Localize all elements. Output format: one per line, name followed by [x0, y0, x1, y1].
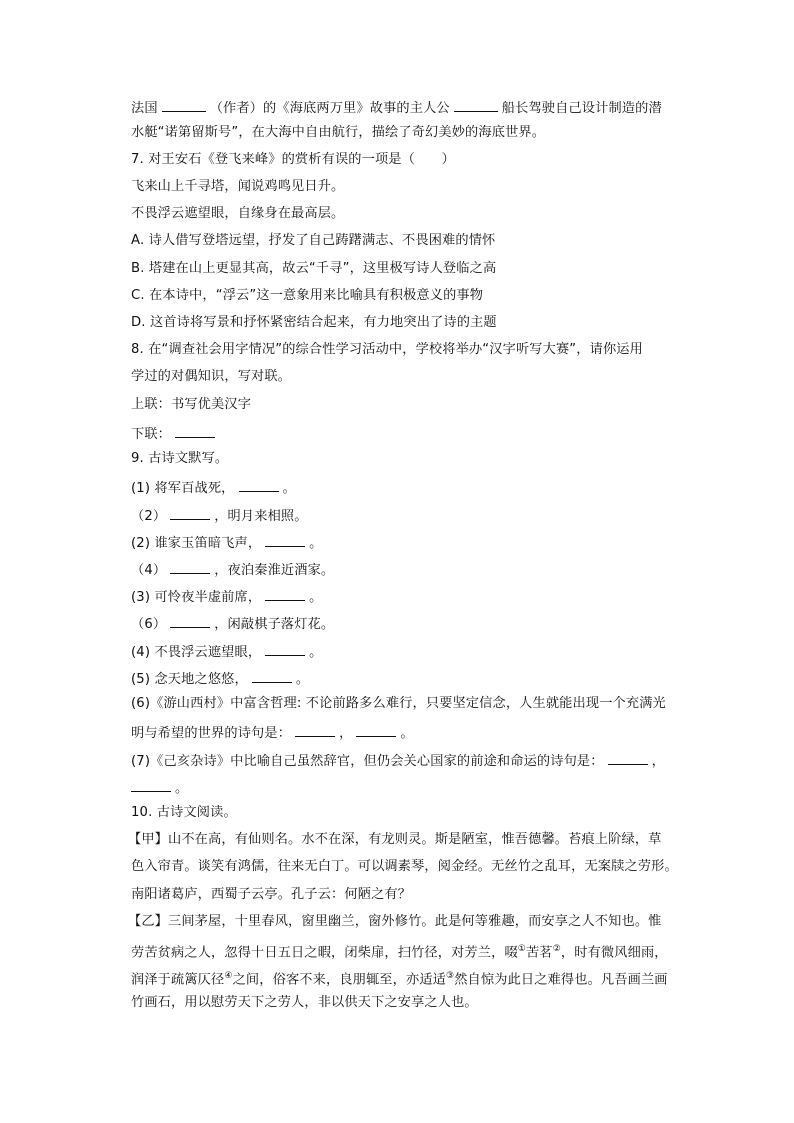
text-segment: (2) 谁家玉笛暗飞声，	[131, 536, 262, 551]
recitation-item	[131, 750, 665, 771]
recitation-item	[131, 722, 414, 743]
passage-yi-line	[131, 967, 668, 989]
recitation-item	[131, 559, 334, 580]
footnote-marker: ③	[446, 971, 455, 981]
text-segment: 。	[309, 645, 323, 660]
text-segment: ，	[339, 726, 353, 741]
text-segment: ，	[651, 754, 665, 769]
answer-blank[interactable]	[608, 750, 648, 765]
recitation-item	[131, 477, 296, 498]
recitation-item	[131, 641, 323, 662]
answer-blank[interactable]	[265, 641, 305, 656]
answer-blank[interactable]	[252, 668, 292, 683]
answer-blank[interactable]	[356, 722, 396, 737]
text-segment: ，明月来相照。	[214, 509, 308, 524]
text-segment: 。	[295, 672, 310, 687]
text-segment: 劳苦贫病之人，忽得十日五日之暇，闭柴扉，扫竹径，对芳兰，啜	[131, 945, 518, 961]
text-segment: 苦茗	[526, 945, 553, 961]
answer-blank[interactable]	[265, 532, 305, 547]
text-segment: 。	[309, 590, 323, 605]
option-d: D. 这首诗将写景和抒怀紧密结合起来，有力地突出了诗的主题	[131, 315, 497, 330]
passage-jia-line: 色入帘青。谈笑有鸿儒，往来无白丁。可以调素琴，阅金经。无丝竹之乱耳，无案牍之劳形。	[131, 859, 678, 874]
text-segment: 下联：	[131, 427, 172, 442]
answer-blank[interactable]	[162, 97, 206, 112]
text-segment: 。	[309, 536, 323, 551]
text-segment: (3) 可怜夜半虚前席，	[131, 590, 262, 605]
passage-yi-line: 竹画石，用以慰劳天下之劳人，非以供天下之安享之人也。	[131, 995, 478, 1010]
poem-line: 不畏浮云遮望眼，自缘身在最高层。	[131, 206, 345, 221]
question-7-stem: 7. 对王安石《登飞来峰》的赏析有误的一项是（ ）	[131, 152, 455, 167]
text-segment: 法国	[131, 101, 158, 116]
text-line: 水艇“诺第留斯号”，在大海中自由航行，描绘了奇幻美妙的海底世界。	[131, 125, 546, 140]
answer-blank[interactable]	[170, 505, 210, 520]
text-segment: （作者）的《海底两万里》故事的主人公	[209, 101, 450, 116]
answer-blank[interactable]	[170, 559, 210, 574]
recitation-item	[131, 613, 334, 634]
text-segment: 船长驾驶自己设计制造的潜	[501, 101, 662, 116]
text-segment: 明与希望的世界的诗句是：	[131, 726, 292, 741]
text-segment: 。	[400, 726, 414, 741]
footnote-marker: ①	[517, 944, 527, 954]
answer-blank[interactable]	[239, 477, 279, 492]
answer-blank[interactable]	[295, 722, 335, 737]
text-line	[131, 97, 662, 118]
question-8-stem: 8. 在“调查社会用字情况”的综合性学习活动中，学校将举办“汉字听写大赛”，请你运用	[131, 342, 643, 357]
recitation-item	[131, 505, 308, 526]
footnote-marker: ④	[224, 971, 233, 981]
passage-jia-line: 南阳诸葛庐，西蜀子云亭。孔子云：何陋之有？	[131, 887, 412, 902]
text-segment: ，时有微风细雨，	[560, 945, 668, 961]
text-segment: 之间，俗客不来，良朋辄至，亦适适	[232, 972, 446, 988]
option-b: B. 塔建在山上更显其高，故云“千寻”，这里极写诗人登临之高	[131, 261, 497, 276]
question-10-stem: 10. 古诗文阅读。	[131, 805, 237, 820]
text-segment: 然自惊为此日之难得也。凡吾画兰画	[454, 972, 668, 988]
text-segment: ，夜泊秦淮近酒家。	[214, 563, 335, 578]
answer-blank[interactable]	[131, 777, 171, 792]
text-segment: 。	[175, 781, 189, 796]
option-c: C. 在本诗中，“浮云”这一意象用来比喻具有积极意义的事物	[131, 288, 484, 303]
recitation-item	[131, 668, 309, 689]
answer-blank[interactable]	[175, 423, 215, 438]
text-segment: (5) 念天地之悠悠，	[131, 672, 248, 687]
answer-blank[interactable]	[265, 586, 305, 601]
text-segment: ，闲敲棋子落灯花。	[214, 617, 335, 632]
text-segment: （2）	[131, 509, 167, 524]
text-segment: 。	[282, 481, 296, 496]
recitation-item	[131, 586, 323, 607]
passage-yi-line	[131, 940, 668, 962]
text-segment: （6）	[131, 617, 167, 632]
recitation-item	[131, 777, 188, 798]
upper-couplet: 上联：书写优美汉字	[131, 397, 252, 412]
answer-blank[interactable]	[454, 97, 498, 112]
recitation-item	[131, 532, 323, 553]
text-segment: (1) 将军百战死，	[131, 481, 235, 496]
passage-jia-line: 【甲】山不在高，有仙则名。水不在深，有龙则灵。斯是陋室，惟吾德馨。苔痕上阶绿，草	[128, 832, 662, 847]
text-segment: (7)《己亥杂诗》中比喻自己虽然辞官，但仍会关心国家的前途和命运的诗句是：	[131, 754, 604, 769]
question-9-stem: 9. 古诗文默写。	[131, 451, 229, 466]
passage-yi-line: 【乙】三间茅屋，十里春风，窗里幽兰，窗外修竹。此是何等雅趣，而安享之人不知也。惟	[128, 914, 662, 929]
text-segment: （4）	[131, 563, 167, 578]
footnote-marker: ②	[552, 944, 561, 954]
question-8-stem: 学过的对偶知识，写对联。	[131, 369, 292, 384]
answer-blank[interactable]	[170, 613, 210, 628]
text-segment: 润泽于疏篱仄径	[131, 972, 225, 988]
lower-couplet	[131, 423, 219, 444]
recitation-item: (6)《游山西村》中富含哲理: 不论前路多么难行，只要坚定信念，人生就能出现一个充满光	[131, 696, 666, 711]
text-segment: (4) 不畏浮云遮望眼，	[131, 645, 262, 660]
poem-line: 飞来山上千寻塔，闻说鸡鸣见日升。	[131, 179, 345, 194]
option-a: A. 诗人借写登塔远望，抒发了自己踌躇满志、不畏困难的情怀	[131, 233, 496, 248]
